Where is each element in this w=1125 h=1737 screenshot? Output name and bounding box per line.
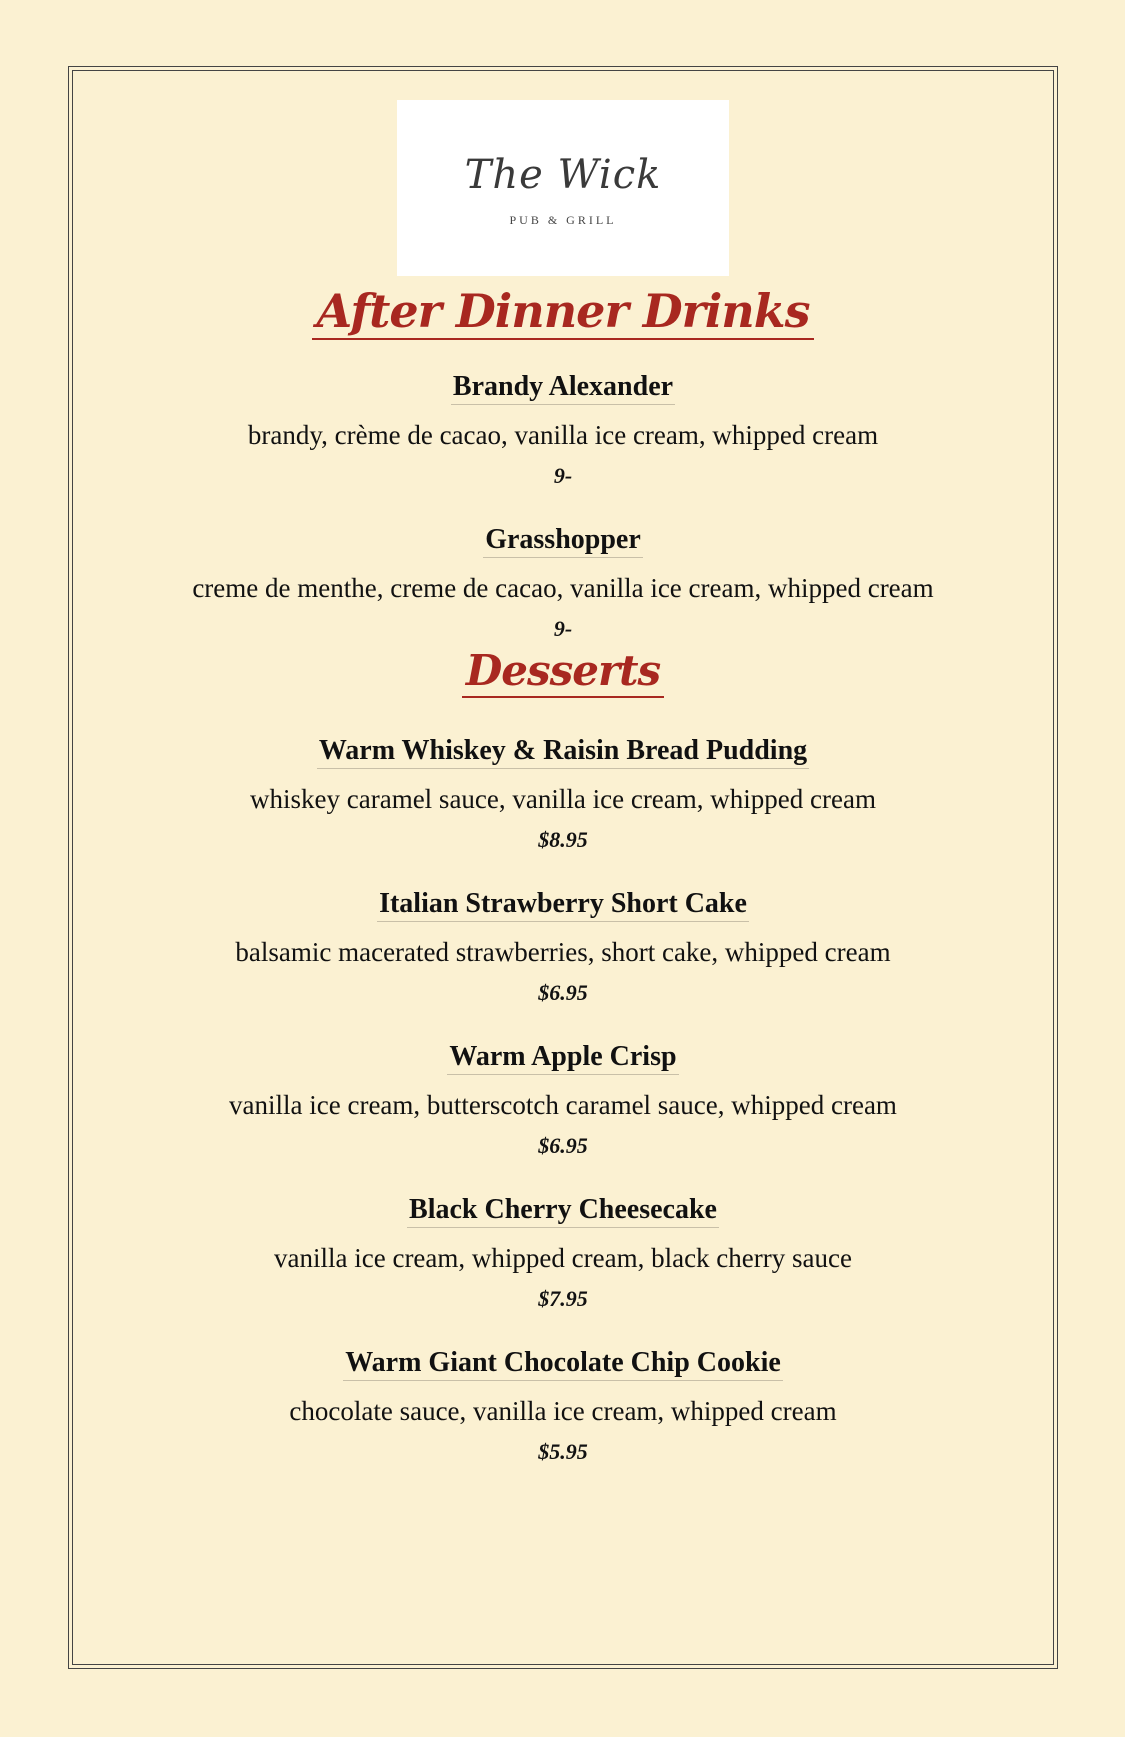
- item-description: chocolate sauce, vanilla ice cream, whipped cream: [289, 1396, 837, 1426]
- item-price: $5.95: [538, 1439, 588, 1464]
- item-description: balsamic macerated strawberries, short cake, whipped cream: [235, 937, 891, 967]
- item-description: vanilla ice cream, whipped cream, black cherry sauce: [274, 1243, 852, 1273]
- menu-item: [72, 889, 1054, 1006]
- item-name: Warm Whiskey & Raisin Bread Pudding: [317, 736, 809, 769]
- item-name: Grasshopper: [483, 525, 643, 558]
- logo-script-text: The Wick: [464, 152, 662, 198]
- item-price: $6.95: [538, 1133, 588, 1158]
- menu-item: [72, 736, 1054, 853]
- item-name: Black Cherry Cheesecake: [407, 1195, 719, 1228]
- menu-item: [72, 1042, 1054, 1159]
- item-name: Warm Apple Crisp: [447, 1042, 678, 1075]
- menu-item: [72, 372, 1054, 489]
- item-description: creme de menthe, creme de cacao, vanilla ice cream, whipped cream: [192, 573, 934, 603]
- item-price: $7.95: [538, 1286, 588, 1311]
- section-title-after-dinner-drinks: After Dinner Drinks: [312, 288, 813, 340]
- section-title-desserts: Desserts: [462, 650, 664, 698]
- item-price: 9-: [553, 463, 573, 488]
- item-name: Italian Strawberry Short Cake: [377, 889, 749, 922]
- logo-subtitle: PUB & GRILL: [509, 213, 617, 227]
- desserts-section: [72, 642, 1054, 1465]
- item-description: whiskey caramel sauce, vanilla ice cream, whipped cream: [250, 784, 876, 814]
- item-description: brandy, crème de cacao, vanilla ice cream, whipped cream: [247, 420, 879, 450]
- item-price: 9-: [553, 616, 573, 641]
- item-name: Brandy Alexander: [451, 372, 675, 405]
- menu-content: [72, 70, 1054, 1465]
- item-price: $6.95: [538, 980, 588, 1005]
- menu-item: [72, 1348, 1054, 1465]
- menu-item: [72, 1195, 1054, 1312]
- item-price: $8.95: [538, 827, 588, 852]
- restaurant-logo: [397, 100, 729, 276]
- item-name: Warm Giant Chocolate Chip Cookie: [343, 1348, 783, 1381]
- item-description: vanilla ice cream, butterscotch caramel sauce, whipped cream: [229, 1090, 897, 1120]
- menu-item: [72, 525, 1054, 642]
- after-dinner-drinks-section: [72, 276, 1054, 642]
